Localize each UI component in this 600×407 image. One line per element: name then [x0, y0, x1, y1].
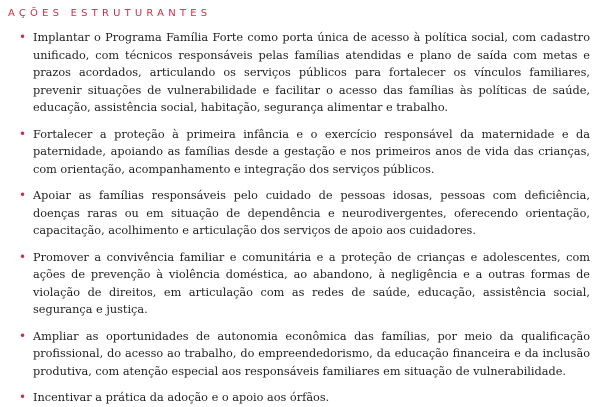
list-item-text: Promover a convivência familiar e comunitária e a proteção de crianças e adolescentes, com ações de prevenção à violência doméstica, ao abandono, à negligência e a outras formas de violação de direitos, em articulação com as redes de saúde, educação, assistência social, segurança e justiça.: [33, 250, 590, 316]
bullet-icon: •: [19, 328, 27, 343]
list-item: [8, 249, 590, 319]
list-item: [8, 29, 590, 117]
list-item-text: Implantar o Programa Família Forte como porta única de acesso à política social, com cadastro unificado, com técnicos responsáveis pelas famílias atendidas e plano de saída com metas e prazos acordados, articulando os serviços públicos para fortalecer os vínculos familiares, prevenir situações de vulnerabilidade e facilitar o acesso das famílias às políticas de saúde, educação, assistência social, habitação, segurança alimentar e trabalho.: [33, 31, 590, 114]
list-item: [8, 328, 590, 381]
list-item-text: Incentivar a prática da adoção e o apoio aos órfãos.: [33, 391, 330, 404]
list-item-text: Apoiar as famílias responsáveis pelo cuidado de pessoas idosas, pessoas com deficiência, doenças raras ou em situação de dependência e neurodivergentes, oferecendo orientação, capacitação, acolhimento e articulação dos serviços de apoio aos cuidadores.: [33, 189, 590, 237]
bullet-icon: •: [19, 188, 27, 202]
bullet-icon: •: [19, 126, 27, 141]
list-item-text: Fortalecer a proteção à primeira infância e o exercício responsável da maternidade e da paternidade, apoiando as famílias desde a gestação e nos primeiros anos de vida das crianças, com orientação, acompanhamento e integração dos serviços públicos.: [33, 127, 590, 176]
bullet-icon: •: [19, 249, 27, 264]
list-item: [8, 187, 590, 240]
list-item-text: Ampliar as oportunidades de autonomia econômica das famílias, por meio da qualificação profissional, do acesso ao trabalho, do empreendedorismo, da educação financeira e da inclusão produtiva, com atenção especial aos responsáveis familiares em situação de vulnerabilidade.: [33, 329, 590, 378]
list-item: [8, 126, 590, 179]
bullet-icon: •: [19, 390, 27, 404]
list-item: [8, 389, 590, 407]
bullet-icon: •: [19, 30, 27, 44]
section-title: AÇÕES ESTRUTURANTES: [8, 8, 212, 19]
action-list: [8, 29, 590, 407]
